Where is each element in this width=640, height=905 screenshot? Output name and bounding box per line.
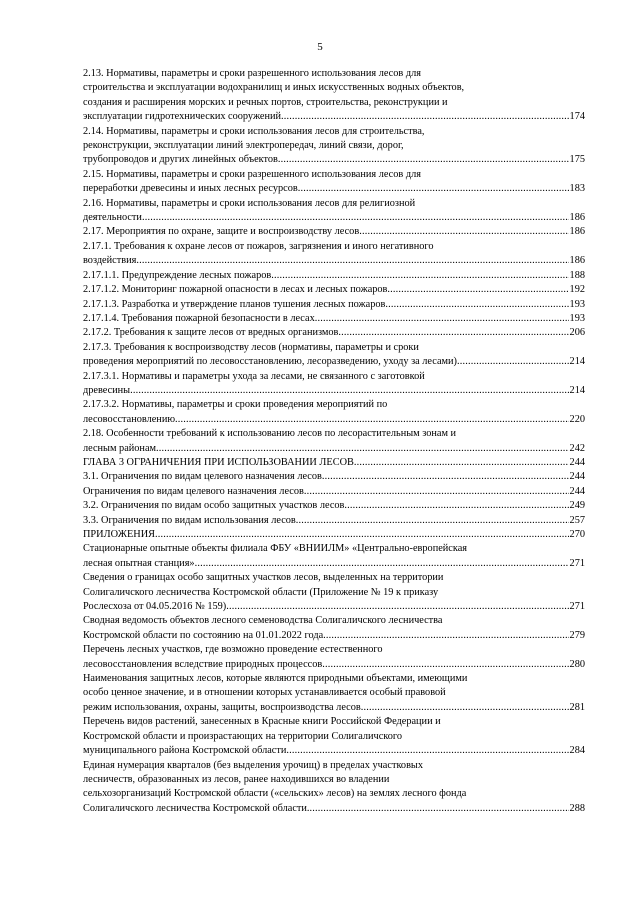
toc-entry-line: лесничеств, образованных из лесов, ранее находившихся во владении xyxy=(83,773,390,785)
dot-leader xyxy=(304,485,569,499)
toc-entry[interactable] xyxy=(83,528,585,542)
toc-entry-line: Наименования защитных лесов, которые являются природными объектами, имеющими xyxy=(83,673,468,685)
toc-entry-line: Сводная ведомость объектов лесного семеноводства Солигаличского лесничества xyxy=(83,615,443,627)
toc-entry-line: Сведения о границах особо защитных участков лесов, выделенных на территории xyxy=(83,572,444,584)
toc-entry[interactable] xyxy=(83,499,585,513)
toc-entry-last-line xyxy=(83,442,585,456)
toc-page-number: 183 xyxy=(569,183,585,195)
toc-entry-last-line xyxy=(83,557,585,571)
toc-entry-title: Костромской области по состоянию на 01.01.2022 года xyxy=(83,629,324,641)
toc-page-number: 175 xyxy=(569,154,585,166)
dot-leader xyxy=(322,470,569,484)
toc-entry-last-line xyxy=(83,499,585,513)
toc-page-number: 214 xyxy=(569,356,585,368)
toc-entry-line: 2.18. Особенности требований к использованию лесов по лесорастительным зонам и xyxy=(83,428,457,440)
toc-entry-title: Рослесхоза от 04.05.2016 № 159) xyxy=(83,601,227,613)
toc-page-number: 244 xyxy=(569,485,585,497)
dot-leader xyxy=(281,110,569,124)
toc-entry-last-line xyxy=(83,254,585,268)
toc-entry[interactable] xyxy=(83,283,585,297)
dot-leader xyxy=(156,442,569,456)
toc-page-number: 174 xyxy=(569,111,585,123)
toc-entry-title: эксплуатации гидротехнических сооружений xyxy=(83,111,282,123)
toc-entry-line: 2.17.3.2. Нормативы, параметры и сроки проведения мероприятий по xyxy=(83,399,388,411)
toc-entry-line: Единая нумерация кварталов (без выделения урочищ) в пределах участковых xyxy=(83,759,424,771)
dot-leader xyxy=(315,312,569,326)
toc-entry-title: 3.1. Ограничения по видам целевого назначения лесов xyxy=(83,471,322,483)
toc-page-number: 270 xyxy=(569,529,585,540)
toc-entry-last-line xyxy=(83,514,585,528)
toc-entry-title: воздействия xyxy=(83,255,137,267)
toc-entry[interactable] xyxy=(83,326,585,340)
toc-entry[interactable] xyxy=(83,341,585,370)
toc-entry-line: 2.14. Нормативы, параметры и сроки использования лесов для строительства, xyxy=(83,125,425,137)
toc-page-number: 193 xyxy=(569,312,585,324)
toc-entry-last-line xyxy=(83,629,585,643)
toc-entry[interactable] xyxy=(83,197,585,226)
toc-page-number: 284 xyxy=(569,745,585,757)
toc-entry-last-line xyxy=(83,744,585,758)
toc-entry-title: 2.17. Мероприятия по охране, защите и воспроизводству лесов xyxy=(83,226,360,238)
toc-page-number: 206 xyxy=(569,327,585,339)
dot-leader xyxy=(195,557,569,571)
toc-page-number: 220 xyxy=(569,413,585,425)
toc-entry-title: переработки древесины и иных лесных ресурсов xyxy=(83,183,298,195)
toc-page-number: 188 xyxy=(569,269,585,281)
toc-entry[interactable] xyxy=(83,571,585,614)
toc-entry-last-line xyxy=(83,802,585,816)
toc-entry[interactable] xyxy=(83,614,585,643)
toc-entry-title: трубопроводов и других линейных объектов xyxy=(83,154,278,166)
toc-entry-line: сельхозорганизаций Костромской области («сельских» лесов) на землях лесного фонда xyxy=(83,788,467,800)
toc-entry-last-line xyxy=(83,485,585,499)
toc-entry[interactable] xyxy=(83,542,585,571)
dot-leader xyxy=(286,744,568,758)
dot-leader xyxy=(130,384,568,398)
dot-leader xyxy=(298,182,569,196)
toc-entry-title: 2.17.1.2. Мониторинг пожарной опасности в лесах и лесных пожаров xyxy=(83,284,388,296)
toc-entry[interactable] xyxy=(83,125,585,168)
dot-leader xyxy=(354,456,569,470)
toc-entry-last-line xyxy=(83,326,585,340)
toc-page-number: 244 xyxy=(569,456,585,468)
dot-leader xyxy=(387,283,568,297)
toc-entry-line: Перечень видов растений, занесенных в Красные книги Российской Федерации и xyxy=(83,716,441,728)
dot-leader xyxy=(309,802,568,816)
dot-leader xyxy=(344,499,568,513)
toc-entry-title: лесная опытная станция» xyxy=(83,557,195,569)
toc-entry-title: деятельности xyxy=(83,212,142,224)
toc-entry-title: Ограничения по видам целевого назначения лесов xyxy=(83,485,304,497)
toc-entry-line: 2.17.3. Требования к воспроизводству лесов (нормативы, параметры и сроки xyxy=(83,341,419,353)
toc-page-number: 244 xyxy=(569,471,585,483)
toc-entry-last-line xyxy=(83,528,585,542)
toc-entry-line: Перечень лесных участков, где возможно проведение естественного xyxy=(83,644,383,656)
toc-page-number: 192 xyxy=(569,284,585,296)
toc-page-number: 279 xyxy=(569,629,585,641)
toc-entry-last-line xyxy=(83,470,585,484)
toc-entry-last-line xyxy=(83,298,585,312)
toc-entry[interactable] xyxy=(83,643,585,672)
toc-entry-last-line xyxy=(83,225,585,239)
toc-entry[interactable] xyxy=(83,759,585,817)
toc-entry-last-line xyxy=(83,355,585,369)
toc-page-number: 271 xyxy=(569,601,585,613)
toc-page-number: 214 xyxy=(569,384,585,396)
toc-entry[interactable] xyxy=(83,240,585,269)
toc-entry-line: Стационарные опытные объекты филиала ФБУ «ВНИИЛМ» «Центрально-европейская xyxy=(83,543,468,555)
toc-page-number: 186 xyxy=(569,255,585,267)
toc-entry-line: реконструкции, эксплуатации линий электропередач, линий связи, дорог, xyxy=(83,140,404,152)
toc-entry-line: 2.16. Нормативы, параметры и сроки использования лесов для религиозной xyxy=(83,197,416,209)
toc-page-number: 186 xyxy=(569,212,585,224)
toc-entry-last-line xyxy=(83,600,585,614)
dot-leader xyxy=(175,413,569,427)
toc-entry-line: особо ценное значение, и в отношении которых устанавливается особый правовой xyxy=(83,687,446,699)
dot-leader xyxy=(271,269,568,283)
toc-entry-last-line xyxy=(83,701,585,715)
dot-leader xyxy=(226,600,568,614)
toc-entry[interactable] xyxy=(83,398,585,427)
toc-entry[interactable] xyxy=(83,485,585,499)
dot-leader xyxy=(142,211,569,225)
toc-entry-title: 3.2. Ограничения по видам особо защитных участков лесов xyxy=(83,500,345,512)
toc-page-number: 280 xyxy=(569,658,585,670)
toc-entry[interactable] xyxy=(83,67,585,125)
toc-entry-last-line xyxy=(83,269,585,283)
toc-entry-title: лесовосстановлению xyxy=(83,413,176,425)
toc-entry-line: Солигаличского лесничества Костромской области (Приложение № 19 к приказу xyxy=(83,586,439,598)
toc-entry[interactable] xyxy=(83,514,585,528)
toc-entry-title: древесины xyxy=(83,384,131,396)
toc-entry-title: 3.3. Ограничения по видам использования лесов xyxy=(83,514,296,526)
toc-entry-title: ГЛАВА 3 ОГРАНИЧЕНИЯ ПРИ ИСПОЛЬЗОВАНИИ ЛЕСОВ xyxy=(83,456,354,468)
toc-entry-line: строительства и эксплуатации водохранилищ и иных искусственных водных объектов, xyxy=(83,82,465,94)
toc-page-number: 186 xyxy=(569,226,585,238)
toc-page-number: 257 xyxy=(569,514,585,526)
table-of-contents xyxy=(83,67,585,816)
toc-entry-title: муниципального района Костромской области xyxy=(83,745,287,757)
toc-entry-last-line xyxy=(83,413,585,427)
toc-entry-title: Солигаличского лесничества Костромской области. xyxy=(83,802,310,814)
toc-entry-title: 2.17.1.3. Разработка и утверждение планов тушения лесных пожаров xyxy=(83,298,386,310)
toc-entry[interactable] xyxy=(83,269,585,283)
toc-entry-title: ПРИЛОЖЕНИЯ xyxy=(83,529,156,540)
toc-page-number: 271 xyxy=(569,557,585,569)
toc-page-number: 249 xyxy=(569,500,585,512)
toc-entry[interactable] xyxy=(83,456,585,470)
toc-page-number: 193 xyxy=(569,298,585,310)
toc-entry-title: 2.17.2. Требования к защите лесов от вредных организмов xyxy=(83,327,339,339)
toc-entry-line: Костромской области и произрастающих на территории Солигаличского xyxy=(83,730,403,742)
toc-entry-line: 2.17.3.1. Нормативы и параметры ухода за лесами, не связанного с заготовкой xyxy=(83,370,425,382)
dot-leader xyxy=(278,153,569,167)
toc-entry[interactable] xyxy=(83,715,585,758)
toc-entry-last-line xyxy=(83,153,585,167)
toc-entry-last-line xyxy=(83,456,585,470)
toc-page-number: 242 xyxy=(569,442,585,454)
toc-entry-title: лесным районам xyxy=(83,442,157,454)
toc-entry-last-line xyxy=(83,110,585,124)
dot-leader xyxy=(359,225,568,239)
dot-leader xyxy=(155,528,569,542)
toc-entry[interactable] xyxy=(83,168,585,197)
toc-entry-title: 2.17.1.1. Предупреждение лесных пожаров xyxy=(83,269,272,281)
page-number: 5 xyxy=(317,41,323,53)
dot-leader xyxy=(322,658,568,672)
toc-entry-last-line xyxy=(83,211,585,225)
toc-entry-last-line xyxy=(83,312,585,326)
toc-page-number: 288 xyxy=(569,802,585,814)
toc-entry-line: 2.17.1. Требования к охране лесов от пожаров, загрязнения и иного негативного xyxy=(83,240,434,252)
toc-entry-last-line xyxy=(83,182,585,196)
dot-leader xyxy=(385,298,568,312)
toc-page-number: 281 xyxy=(569,701,585,713)
toc-entry-line: 2.13. Нормативы, параметры и сроки разрешенного использования лесов для xyxy=(83,68,421,79)
dot-leader xyxy=(296,514,569,528)
dot-leader xyxy=(361,701,569,715)
toc-entry-title: режим использования, охраны, защиты, воспроизводства лесов xyxy=(83,701,361,713)
dot-leader xyxy=(457,355,569,369)
dot-leader xyxy=(338,326,568,340)
toc-entry-title: 2.17.1.4. Требования пожарной безопасности в лесах xyxy=(83,312,315,324)
toc-entry[interactable] xyxy=(83,225,585,239)
toc-entry-last-line xyxy=(83,384,585,398)
dot-leader xyxy=(136,254,568,268)
toc-entry-last-line xyxy=(83,658,585,672)
toc-entry[interactable] xyxy=(83,427,585,456)
toc-entry[interactable] xyxy=(83,672,585,715)
toc-entry-last-line xyxy=(83,283,585,297)
toc-entry[interactable] xyxy=(83,312,585,326)
toc-entry-title: лесовосстановления вследствие природных процессов xyxy=(83,658,323,670)
toc-entry-line: 2.15. Нормативы, параметры и сроки разрешенного использования лесов для xyxy=(83,168,421,180)
toc-entry[interactable] xyxy=(83,370,585,399)
toc-entry[interactable] xyxy=(83,298,585,312)
dot-leader xyxy=(323,629,568,643)
toc-entry-title: проведения мероприятий по лесовосстановлению, лесоразведению, уходу за лесами) xyxy=(83,356,457,368)
toc-entry-line: создания и расширения морских и речных портов, строительства, реконструкции и xyxy=(83,96,448,108)
toc-entry[interactable] xyxy=(83,470,585,484)
